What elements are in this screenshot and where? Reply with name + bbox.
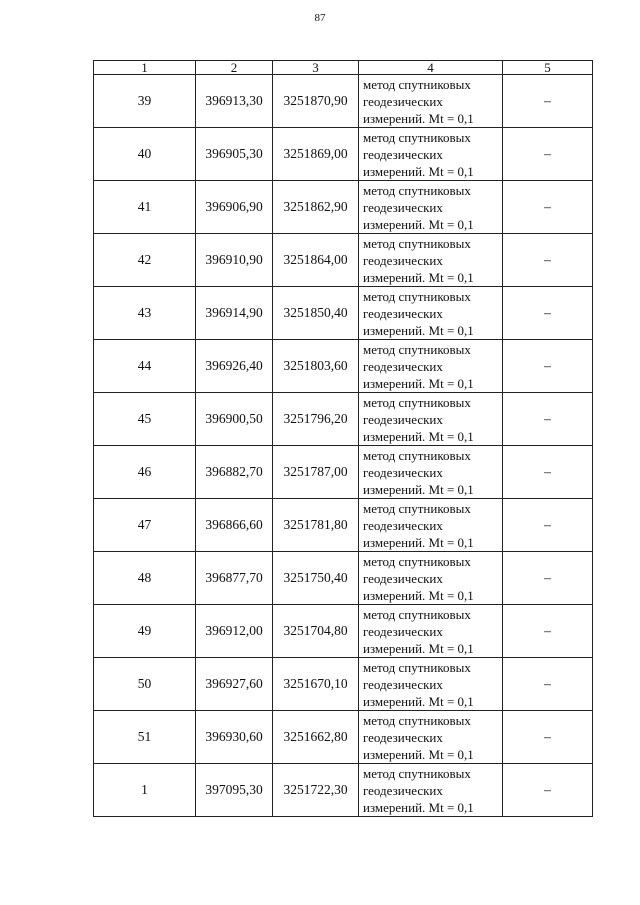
x-coordinate-cell: 396914,90 xyxy=(196,287,273,340)
note-cell: – xyxy=(503,340,593,393)
x-coordinate-cell: 396882,70 xyxy=(196,446,273,499)
method-text-line: измерений. Mt = 0,1 xyxy=(363,746,474,762)
note-cell: – xyxy=(503,287,593,340)
point-number-cell: 44 xyxy=(94,340,196,393)
y-coordinate-cell: 3251750,40 xyxy=(273,552,359,605)
y-coordinate-cell: 3251670,10 xyxy=(273,658,359,711)
y-coordinate-cell: 3251787,00 xyxy=(273,446,359,499)
method-text-line: метод спутниковых xyxy=(363,76,471,92)
note-cell: – xyxy=(503,711,593,764)
method-text-line: метод спутниковых xyxy=(363,553,471,569)
method-cell xyxy=(359,499,503,552)
x-coordinate-cell: 396877,70 xyxy=(196,552,273,605)
method-text-line: геодезических xyxy=(363,464,443,480)
note-cell: – xyxy=(503,75,593,128)
method-text-line: измерений. Mt = 0,1 xyxy=(363,375,474,391)
y-coordinate-cell: 3251781,80 xyxy=(273,499,359,552)
method-text-line: геодезических xyxy=(363,729,443,745)
method-text-line: метод спутниковых xyxy=(363,606,471,622)
method-text-line: измерений. Mt = 0,1 xyxy=(363,534,474,550)
x-coordinate-cell: 396905,30 xyxy=(196,128,273,181)
note-cell: – xyxy=(503,128,593,181)
y-coordinate-cell: 3251704,80 xyxy=(273,605,359,658)
method-text-line: метод спутниковых xyxy=(363,288,471,304)
method-cell xyxy=(359,446,503,499)
table-row xyxy=(94,128,593,181)
y-coordinate-cell: 3251850,40 xyxy=(273,287,359,340)
method-text-line: геодезических xyxy=(363,252,443,268)
method-text-line: геодезических xyxy=(363,570,443,586)
method-cell xyxy=(359,658,503,711)
x-coordinate-cell: 396900,50 xyxy=(196,393,273,446)
method-text-line: измерений. Mt = 0,1 xyxy=(363,481,474,497)
method-text-line: измерений. Mt = 0,1 xyxy=(363,110,474,126)
method-text-line: метод спутниковых xyxy=(363,341,471,357)
page-number: 87 xyxy=(314,12,326,24)
table-row xyxy=(94,658,593,711)
y-coordinate-cell: 3251869,00 xyxy=(273,128,359,181)
point-number-cell: 42 xyxy=(94,234,196,287)
y-coordinate-cell: 3251864,00 xyxy=(273,234,359,287)
method-text-line: измерений. Mt = 0,1 xyxy=(363,163,474,179)
method-cell xyxy=(359,75,503,128)
x-coordinate-cell: 396913,30 xyxy=(196,75,273,128)
point-number-cell: 41 xyxy=(94,181,196,234)
point-number-cell: 43 xyxy=(94,287,196,340)
method-cell xyxy=(359,711,503,764)
table-row xyxy=(94,340,593,393)
table-row xyxy=(94,446,593,499)
y-coordinate-cell: 3251803,60 xyxy=(273,340,359,393)
method-text-line: геодезических xyxy=(363,782,443,798)
table-row xyxy=(94,181,593,234)
point-number-cell: 1 xyxy=(94,764,196,817)
table-row xyxy=(94,234,593,287)
x-coordinate-cell: 396906,90 xyxy=(196,181,273,234)
method-cell xyxy=(359,605,503,658)
point-number-cell: 46 xyxy=(94,446,196,499)
method-text-line: геодезических xyxy=(363,146,443,162)
table-header-row xyxy=(94,61,593,75)
y-coordinate-cell: 3251722,30 xyxy=(273,764,359,817)
note-cell: – xyxy=(503,658,593,711)
method-cell xyxy=(359,234,503,287)
note-cell: – xyxy=(503,446,593,499)
table-row xyxy=(94,605,593,658)
point-number-cell: 40 xyxy=(94,128,196,181)
method-text-line: метод спутниковых xyxy=(363,182,471,198)
method-cell xyxy=(359,128,503,181)
note-cell: – xyxy=(503,181,593,234)
method-text-line: измерений. Mt = 0,1 xyxy=(363,428,474,444)
table-body xyxy=(94,75,593,817)
method-text-line: измерений. Mt = 0,1 xyxy=(363,216,474,232)
header-col-1: 1 xyxy=(94,61,196,75)
table-row xyxy=(94,75,593,128)
x-coordinate-cell: 396927,60 xyxy=(196,658,273,711)
y-coordinate-cell: 3251870,90 xyxy=(273,75,359,128)
point-number-cell: 47 xyxy=(94,499,196,552)
method-text-line: метод спутниковых xyxy=(363,712,471,728)
method-cell xyxy=(359,287,503,340)
x-coordinate-cell: 396930,60 xyxy=(196,711,273,764)
note-cell: – xyxy=(503,499,593,552)
table-row xyxy=(94,499,593,552)
method-cell xyxy=(359,393,503,446)
method-text-line: метод спутниковых xyxy=(363,235,471,251)
method-text-line: метод спутниковых xyxy=(363,447,471,463)
method-text-line: измерений. Mt = 0,1 xyxy=(363,799,474,815)
method-text-line: геодезических xyxy=(363,93,443,109)
method-text-line: геодезических xyxy=(363,411,443,427)
method-text-line: метод спутниковых xyxy=(363,765,471,781)
note-cell: – xyxy=(503,234,593,287)
method-text-line: геодезических xyxy=(363,517,443,533)
method-text-line: измерений. Mt = 0,1 xyxy=(363,322,474,338)
x-coordinate-cell: 397095,30 xyxy=(196,764,273,817)
method-text-line: геодезических xyxy=(363,676,443,692)
x-coordinate-cell: 396866,60 xyxy=(196,499,273,552)
point-number-cell: 51 xyxy=(94,711,196,764)
method-cell xyxy=(359,764,503,817)
header-col-3: 3 xyxy=(273,61,359,75)
note-cell: – xyxy=(503,764,593,817)
point-number-cell: 50 xyxy=(94,658,196,711)
note-cell: – xyxy=(503,605,593,658)
y-coordinate-cell: 3251662,80 xyxy=(273,711,359,764)
y-coordinate-cell: 3251796,20 xyxy=(273,393,359,446)
x-coordinate-cell: 396912,00 xyxy=(196,605,273,658)
method-text-line: метод спутниковых xyxy=(363,659,471,675)
method-text-line: метод спутниковых xyxy=(363,129,471,145)
point-number-cell: 45 xyxy=(94,393,196,446)
method-text-line: метод спутниковых xyxy=(363,500,471,516)
method-text-line: измерений. Mt = 0,1 xyxy=(363,587,474,603)
table-row xyxy=(94,764,593,817)
x-coordinate-cell: 396910,90 xyxy=(196,234,273,287)
method-text-line: измерений. Mt = 0,1 xyxy=(363,693,474,709)
method-text-line: геодезических xyxy=(363,305,443,321)
table-row xyxy=(94,552,593,605)
method-text-line: метод спутниковых xyxy=(363,394,471,410)
method-text-line: геодезических xyxy=(363,358,443,374)
method-text-line: измерений. Mt = 0,1 xyxy=(363,640,474,656)
method-text-line: геодезических xyxy=(363,623,443,639)
header-col-2: 2 xyxy=(196,61,273,75)
table-row xyxy=(94,393,593,446)
point-number-cell: 39 xyxy=(94,75,196,128)
note-cell: – xyxy=(503,552,593,605)
method-text-line: геодезических xyxy=(363,199,443,215)
coordinates-table xyxy=(93,60,593,817)
x-coordinate-cell: 396926,40 xyxy=(196,340,273,393)
method-text-line: измерений. Mt = 0,1 xyxy=(363,269,474,285)
point-number-cell: 49 xyxy=(94,605,196,658)
table-row xyxy=(94,711,593,764)
y-coordinate-cell: 3251862,90 xyxy=(273,181,359,234)
header-col-4: 4 xyxy=(359,61,503,75)
note-cell: – xyxy=(503,393,593,446)
point-number-cell: 48 xyxy=(94,552,196,605)
table-row xyxy=(94,287,593,340)
header-col-5: 5 xyxy=(503,61,593,75)
method-cell xyxy=(359,552,503,605)
method-cell xyxy=(359,181,503,234)
method-cell xyxy=(359,340,503,393)
